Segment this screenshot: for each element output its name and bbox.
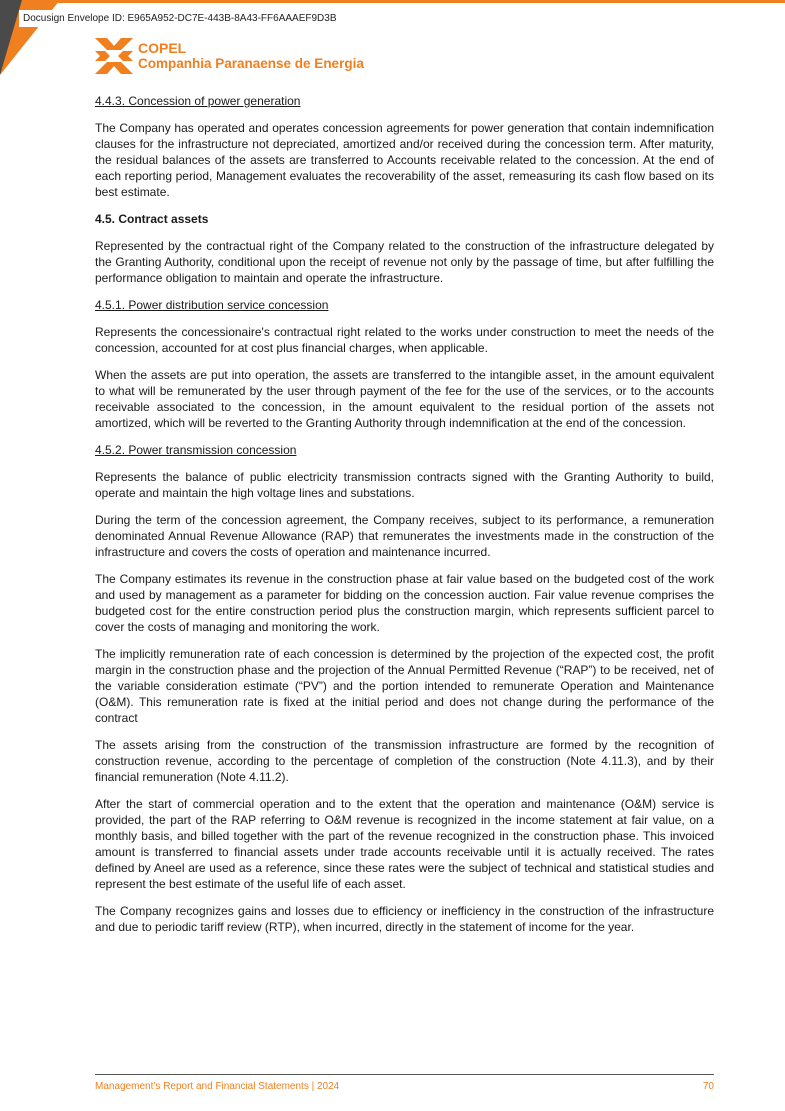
paragraph-4-5-2-e: The assets arising from the construction of the transmission infrastructure are formed by the recognition of construction revenue, according to the percentage of completion of the construction (Note 4.11.3), and by their financial remuneration (Note 4.11.2).: [95, 738, 714, 784]
brand-full-name: Companhia Paranaense de Energia: [138, 56, 364, 71]
docusign-envelope-id: Docusign Envelope ID: E965A952-DC7E-443B-8A43-FF6AAAEF9D3B: [19, 10, 341, 27]
paragraph-4-5-2-f: After the start of commercial operation and to the extent that the operation and maintenance (O&M) service is provided, the part of the RAP referring to O&M revenue is recognized in the income statement at fair value, on a monthly basis, and billed together with the part of the revenue recognized in the construction phase. This invoiced amount is transferred to financial assets under trade accounts receivable until it is actually received. The rates defined by Aneel are used as a reference, since these rates were the subject of technical and statistical studies and represent the best estimate of the useful life of each asset.: [95, 797, 714, 891]
brand-name: COPEL: [138, 40, 187, 56]
heading-4-5-2: 4.5.2. Power transmission concession: [95, 443, 297, 457]
heading-4-5-1: 4.5.1. Power distribution service concession: [95, 298, 329, 312]
copel-logo-icon: [95, 38, 133, 74]
paragraph-4-5: Represented by the contractual right of the Company related to the construction of the infrastructure delegated by the Granting Authority, conditional upon the receipt of revenue not only by the passage of time, but after fulfilling the performance obligation to maintain and operate the infrastructure.: [95, 239, 714, 285]
paragraph-4-5-2-c: The Company estimates its revenue in the construction phase at fair value based on the budgeted cost of the work and used by management as a parameter for bidding on the concession auction. Fair value revenue comprises the budgeted cost for the entire construction period plus the construction margin, which represents sufficient parcel to cover the costs of managing and monitoring the work.: [95, 572, 714, 634]
paragraph-4-5-1-a: Represents the concessionaire's contractual right related to the works under construction to meet the needs of the concession, accounted for at cost plus financial charges, when applicable.: [95, 325, 714, 355]
page-number: 70: [702, 1081, 714, 1092]
paragraph-4-5-2-g: The Company recognizes gains and losses due to efficiency or inefficiency in the construction of the infrastructure and due to periodic tariff review (RTP), when incurred, directly in the statement of income for the year.: [95, 904, 714, 934]
footer-divider: [95, 1074, 714, 1075]
heading-4-4-3: 4.4.3. Concession of power generation: [95, 94, 301, 108]
paragraph-4-5-1-b: When the assets are put into operation, the assets are transferred to the intangible asset, in the amount equivalent to what will be remunerated by the user through payment of the fee for the use of the services, or to the accounts receivable associated to the concession, in the amount equivalent to the residual portion of the assets not amortized, which will be reverted to the Granting Authority through indemnification at the end of the concession.: [95, 368, 714, 430]
paragraph-4-4-3: The Company has operated and operates concession agreements for power generation that contain indemnification clauses for the infrastructure not depreciated, amortized and/or received during the concession term. After maturity, the residual balances of the assets are transferred to Accounts receivable related to the concession. At the end of each reporting period, Management evaluates the recoverability of the asset, remeasuring its cash flow based on its best estimate.: [95, 121, 714, 199]
paragraph-4-5-2-b: During the term of the concession agreement, the Company receives, subject to its performance, a remuneration denominated Annual Revenue Allowance (RAP) that remunerates the investments made in the construction of the infrastructure and covers the costs of operation and maintenance incurred.: [95, 513, 714, 559]
heading-4-5: 4.5. Contract assets: [95, 212, 209, 226]
document-body: [95, 93, 714, 946]
paragraph-4-5-2-a: Represents the balance of public electricity transmission contracts signed with the Granting Authority to build, operate and maintain the high voltage lines and substations.: [95, 470, 714, 500]
company-logo: [95, 38, 364, 74]
footer-title: Management’s Report and Financial Statements | 2024: [95, 1081, 340, 1092]
top-accent-stripe: [0, 0, 785, 3]
paragraph-4-5-2-d: The implicitly remuneration rate of each concession is determined by the projection of the expected cost, the profit margin in the construction phase and the projection of the Annual Permitted Revenue (“RAP”) to be received, net of the variable consideration estimate (“PV”) and the portion intended to remunerate Operation and Maintenance (O&M). This remuneration rate is fixed at the initial period and does not change during the performance of the contract: [95, 647, 714, 725]
